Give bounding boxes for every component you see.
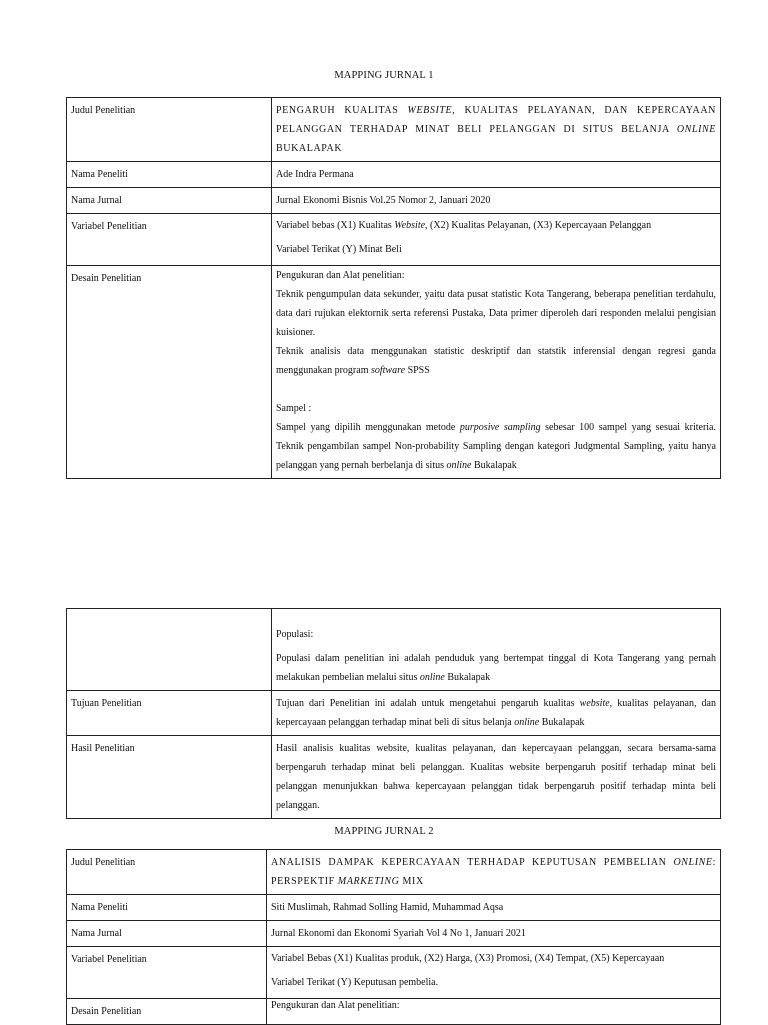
mapping-2-table (66, 849, 721, 1025)
table-row (67, 999, 721, 1025)
hasil-label: Hasil Penelitian (67, 736, 272, 819)
table-row (67, 162, 721, 188)
mapping-1-table-continued (66, 608, 721, 819)
desain-value: Pengukuran dan Alat penelitian: Teknik pengumpulan data sekunder, yaitu data pusat statistic Kota Tangerang, beberapa penelitian terdahulu, data dari rujukan elektornik serta referensi Pustaka, Data primer diperoleh dari responden melalui pengisian kuisioner. Teknik analisis data menggunakan statistic deskriptif dan statstik inferensial dengan regresi ganda menggunakan program software SPSS Sampel : Sampel yang dipilih menggunakan metode purposive sampling sebesar 100 sampel yang sesuai kriteria. Teknik pengambilan sampel Non-probability Sampling dengan kategori Judgmental Sampling, yaitu hanya pelanggan yang pernah berbelanja di situs online Bukalapak (272, 266, 721, 479)
variabel-value: Variabel bebas (X1) Kualitas Website, (X2) Kualitas Pelayanan, (X3) Kepercayaan Pelanggan Variabel Terikat (Y) Minat Beli (272, 214, 721, 266)
nama-jurnal-value: Jurnal Ekonomi Bisnis Vol.25 Nomor 2, Januari 2020 (272, 188, 721, 214)
variabel-label: Variabel Penelitian (67, 214, 272, 266)
nama-peneliti-label: Nama Peneliti (67, 895, 267, 921)
table-row (67, 947, 721, 999)
nama-jurnal-label: Nama Jurnal (67, 188, 272, 214)
desain-value: Pengukuran dan Alat penelitian: (267, 999, 721, 1025)
nama-peneliti-value: Siti Muslimah, Rahmad Solling Hamid, Muhammad Aqsa (267, 895, 721, 921)
desain-label: Desain Penelitian (67, 999, 267, 1025)
table-row (67, 850, 721, 895)
judul-label: Judul Penelitian (67, 98, 272, 162)
judul-value: ANALISIS DAMPAK KEPERCAYAAN TERHADAP KEPUTUSAN PEMBELIAN ONLINE: PERSPEKTIF MARKETING MIX (267, 850, 721, 895)
nama-peneliti-label: Nama Peneliti (67, 162, 272, 188)
populasi-label (67, 609, 272, 691)
mapping-1-title: MAPPING JURNAL 1 (334, 70, 434, 81)
variabel-label: Variabel Penelitian (67, 947, 267, 999)
populasi-value: Populasi: Populasi dalam penelitian ini adalah penduduk yang bertempat tinggal di Kota Tangerang yang pernah melakukan pembelian melalui situs online Bukalapak (272, 609, 721, 691)
table-row (67, 691, 721, 736)
nama-jurnal-label: Nama Jurnal (67, 921, 267, 947)
mapping-1-table (66, 97, 721, 479)
tujuan-label: Tujuan Penelitian (67, 691, 272, 736)
table-row (67, 98, 721, 162)
table-row (67, 895, 721, 921)
table-row (67, 188, 721, 214)
judul-label: Judul Penelitian (67, 850, 267, 895)
hasil-value: Hasil analisis kualitas website, kualitas pelayanan, dan kepercayaan pelanggan, secara bersama-sama berpengaruh terhadap minat beli pelanggan. Kualitas website berpengaruh positif terhadap minat beli pelanggan menunjukkan bahwa kepercayaan pelanggan tidak berpengaruh positif terhadap minta beli pelanggan. (272, 736, 721, 819)
tujuan-value: Tujuan dari Penelitian ini adalah untuk mengetahui pengaruh kualitas website, kualitas pelayanan, dan kepercayaan pelanggan terhadap minat beli di situs belanja online Bukalapak (272, 691, 721, 736)
variabel-value: Variabel Bebas (X1) Kualitas produk, (X2) Harga, (X3) Promosi, (X4) Tempat, (X5) Kepercayaan Variabel Terikat (Y) Keputusan pembelia. (267, 947, 721, 999)
mapping-2-title: MAPPING JURNAL 2 (334, 826, 434, 837)
table-row (67, 266, 721, 479)
table-row (67, 609, 721, 691)
nama-peneliti-value: Ade Indra Permana (272, 162, 721, 188)
table-row (67, 736, 721, 819)
table-row (67, 921, 721, 947)
judul-value: PENGARUH KUALITAS WEBSITE, KUALITAS PELAYANAN, DAN KEPERCAYAAN PELANGGAN TERHADAP MINAT BELI PELANGGAN DI SITUS BELANJA ONLINE BUKALAPAK (272, 98, 721, 162)
table-row (67, 214, 721, 266)
nama-jurnal-value: Jurnal Ekonomi dan Ekonomi Syariah Vol 4 No 1, Januari 2021 (267, 921, 721, 947)
desain-label: Desain Penelitian (67, 266, 272, 479)
